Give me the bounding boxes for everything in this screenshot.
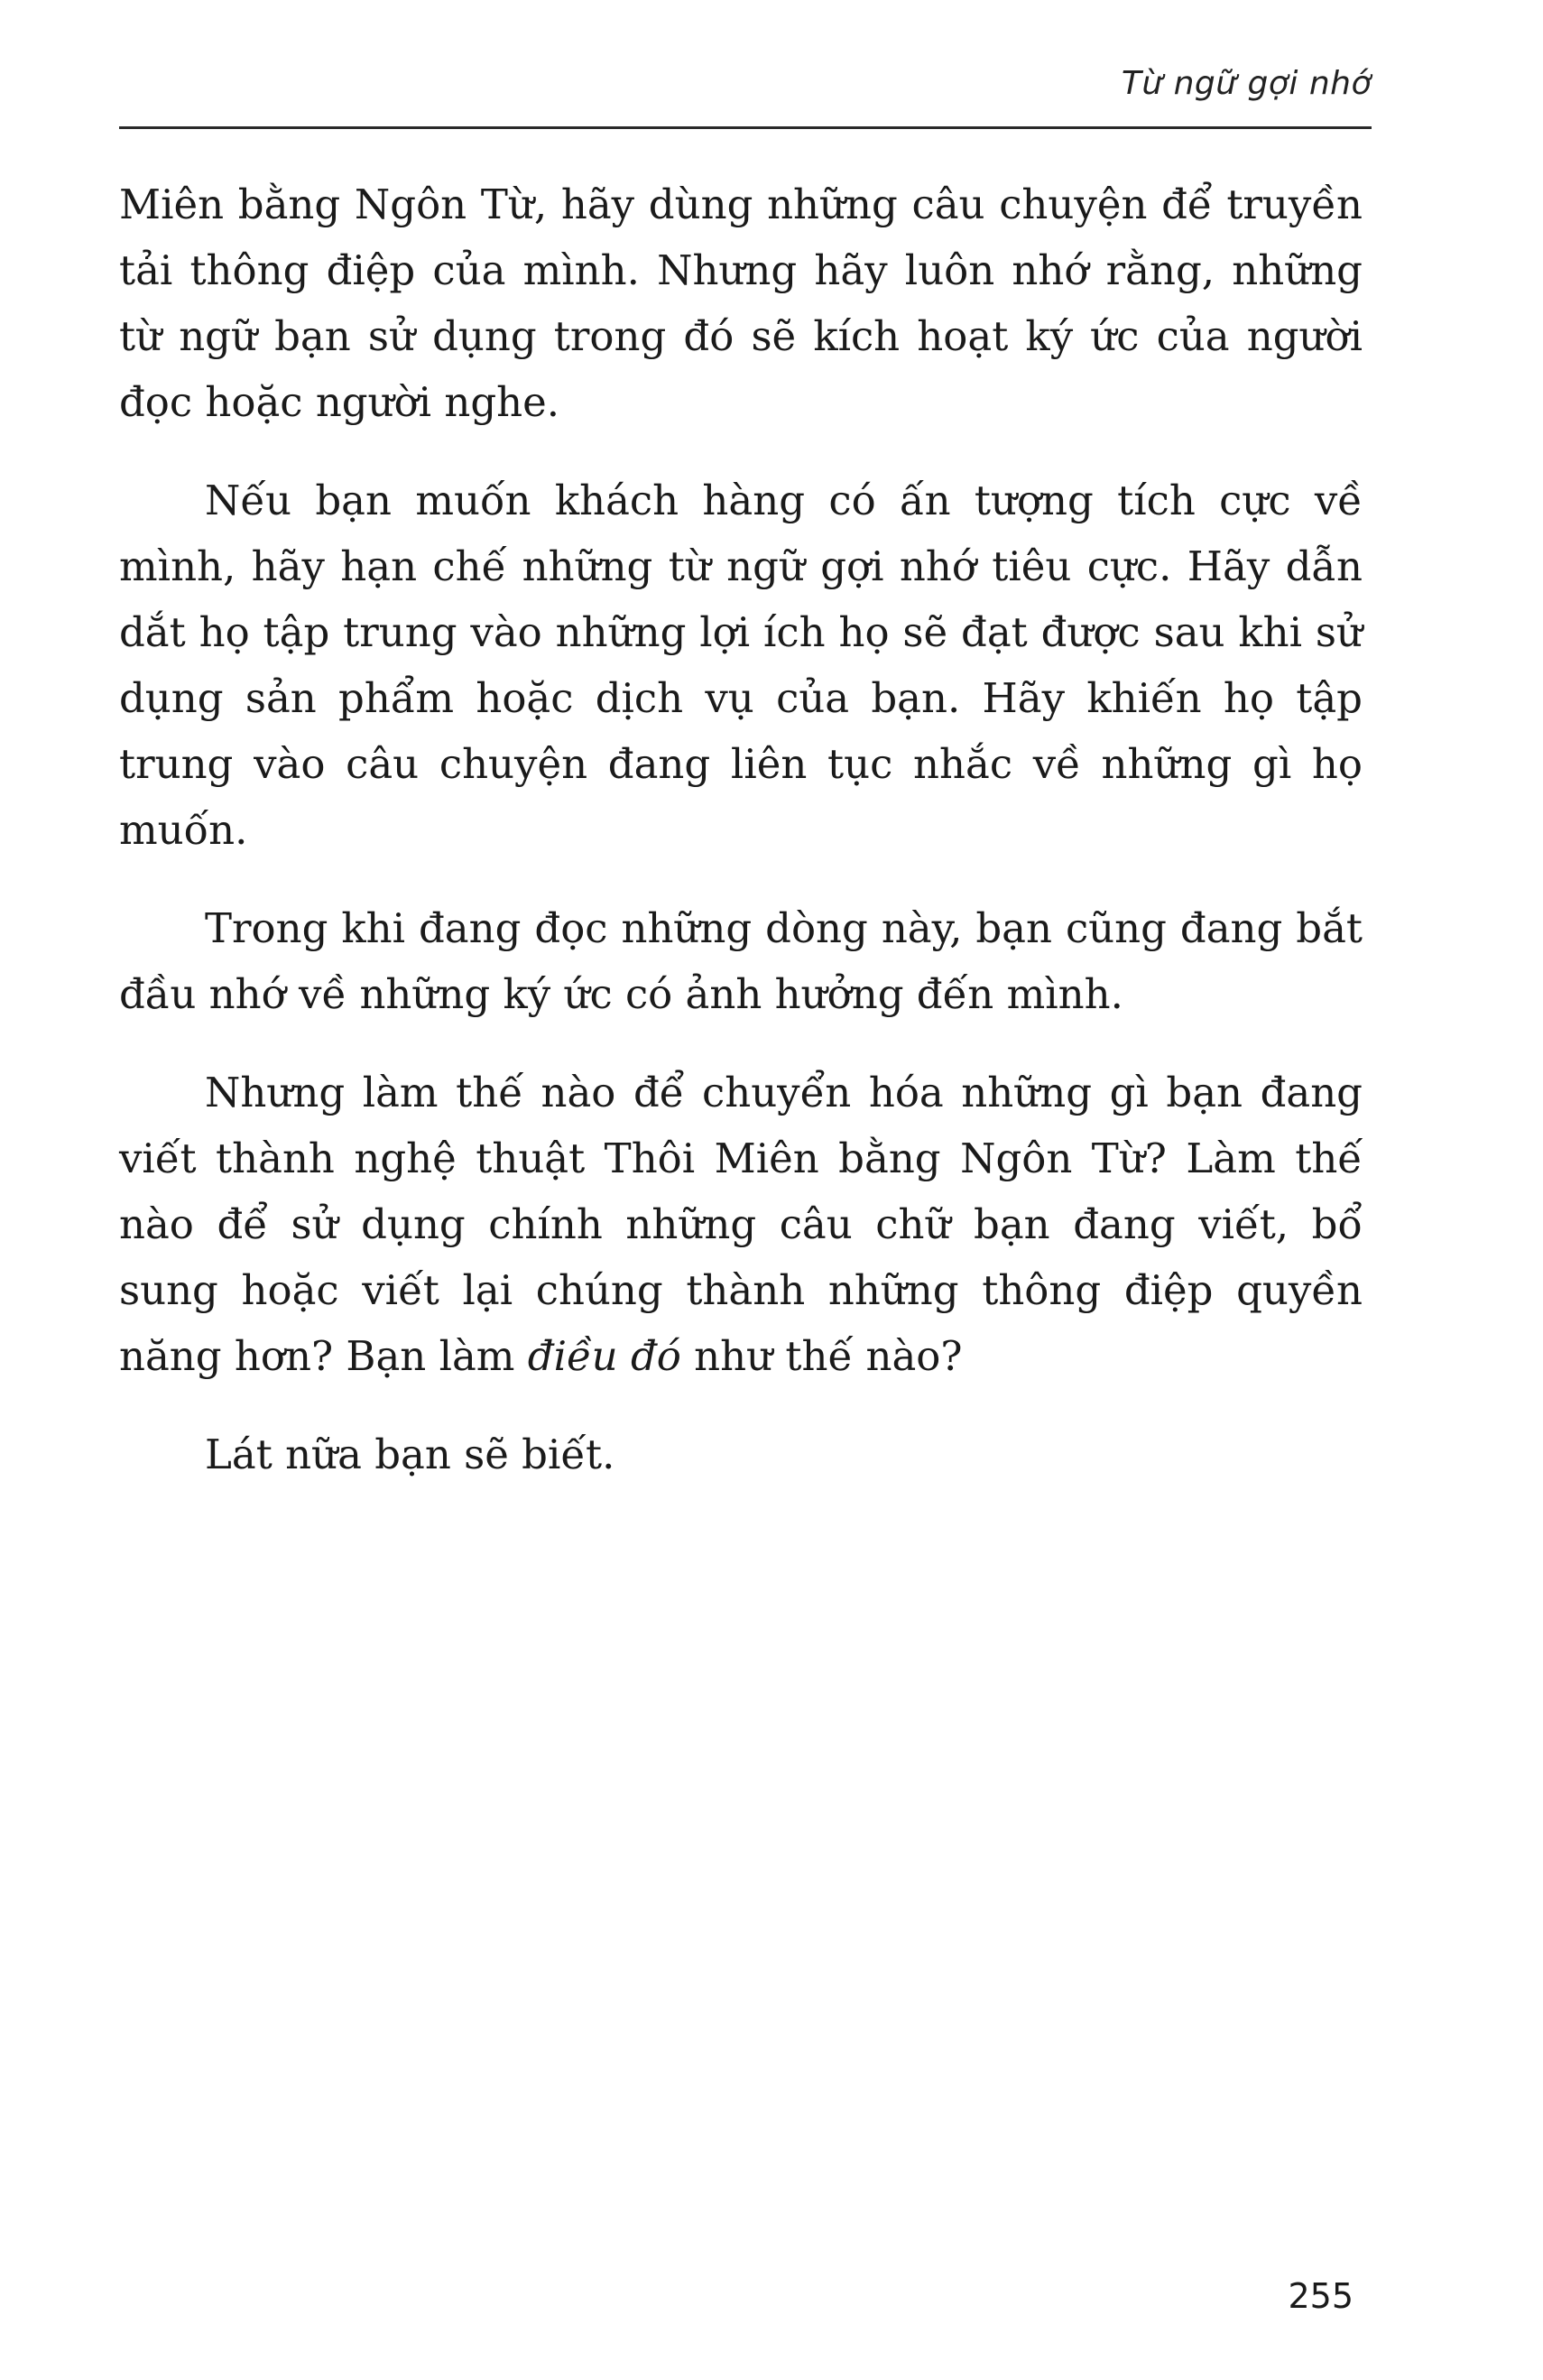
header-rule	[119, 126, 1372, 129]
paragraph-4	[119, 1060, 1363, 1389]
body-text	[119, 171, 1363, 1520]
paragraph-2: Nếu bạn muốn khách hàng có ấn tượng tích cực về mình, hãy hạn chế những từ ngữ gợi nhớ tiêu cực. Hãy dẫn dắt họ tập trung vào những lợi ích họ sẽ đạt được sau khi sử dụng sản phẩm hoặc dịch vụ của bạn. Hãy khiến họ tập trung vào câu chuyện đang liên tục nhắc về những gì họ muốn.	[119, 477, 1363, 854]
running-header: Từ ngữ gợi nhớ	[1121, 65, 1372, 102]
paragraph-4-emphasis: điều đó	[527, 1332, 681, 1380]
paragraph-3: Trong khi đang đọc những dòng này, bạn cũng đang bắt đầu nhớ về những ký ức có ảnh hưởng đến mình.	[119, 904, 1363, 1018]
page-number: 255	[1288, 2276, 1354, 2316]
paragraph-4-text-before: Nhưng làm thế nào để chuyển hóa những gì bạn đang viết thành nghệ thuật Thôi Miên bằng Ngôn Từ? Làm thế nào để sử dụng chính những câu chữ bạn đang viết, bổ sung hoặc viết lại chúng thành những thông điệp quyền năng hơn? Bạn làm	[119, 1069, 1363, 1380]
paragraph-1: Miên bằng Ngôn Từ, hãy dùng những câu chuyện để truyền tải thông điệp của mình. Nhưng hãy luôn nhớ rằng, những từ ngữ bạn sử dụng trong đó sẽ kích hoạt ký ức của người đọc hoặc người nghe.	[119, 181, 1363, 426]
paragraph-4-text-after: như thế nào?	[680, 1332, 963, 1380]
paragraph-5: Lát nữa bạn sẽ biết.	[205, 1431, 615, 1478]
